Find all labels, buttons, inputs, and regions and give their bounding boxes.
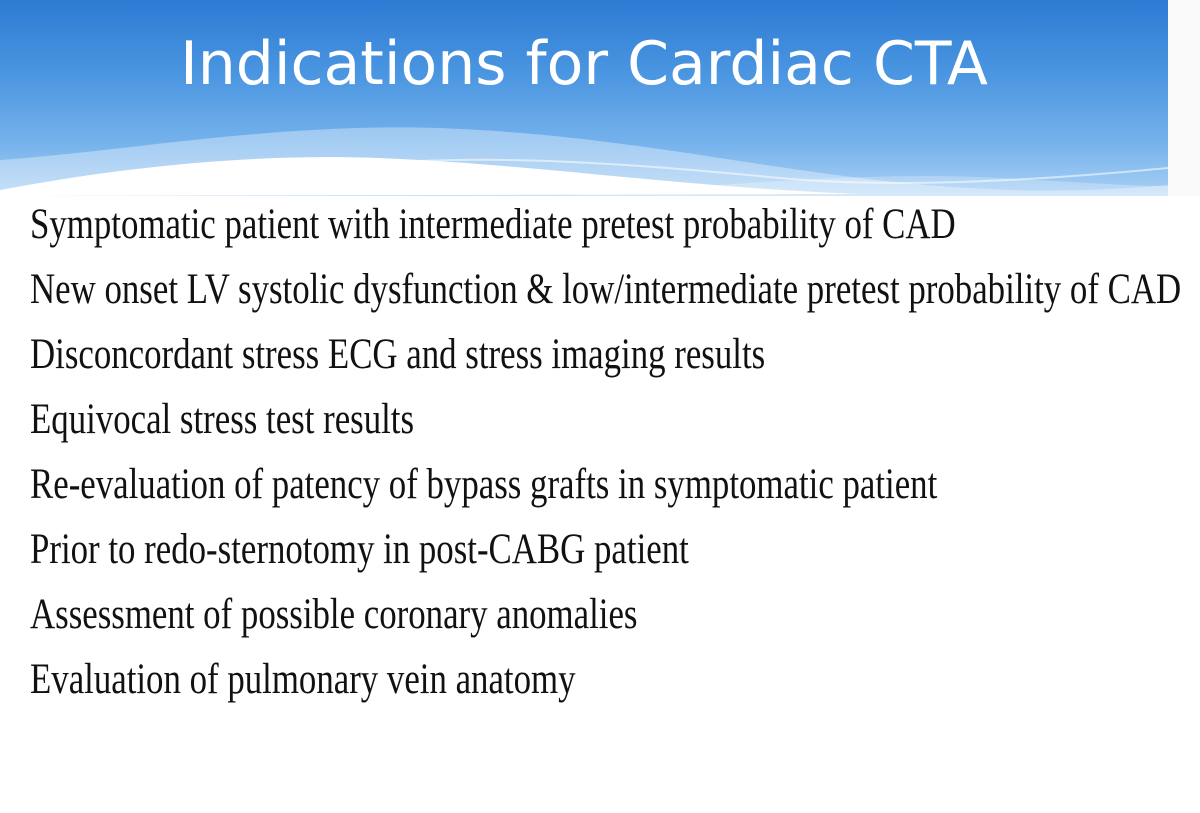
slide-edge [1168,0,1200,196]
list-item: Assessment of possible coronary anomalies [30,591,638,638]
list-item: Re-evaluation of patency of bypass grafts in symptomatic patient [30,461,938,508]
list-item: Prior to redo-sternotomy in post-CABG patient [30,526,689,573]
slide-title: Indications for Cardiac CTA [180,29,988,99]
list-item: Disconcordant stress ECG and stress imaging results [30,331,766,378]
list-item: Symptomatic patient with intermediate pretest probability of CAD [30,201,956,248]
indications-list [30,192,1181,712]
title-banner [0,0,1168,196]
list-item: New onset LV systolic dysfunction & low/intermediate pretest probability of CAD [30,266,1182,313]
list-item: Equivocal stress test results [30,396,415,443]
list-item: Evaluation of pulmonary vein anatomy [30,656,576,703]
